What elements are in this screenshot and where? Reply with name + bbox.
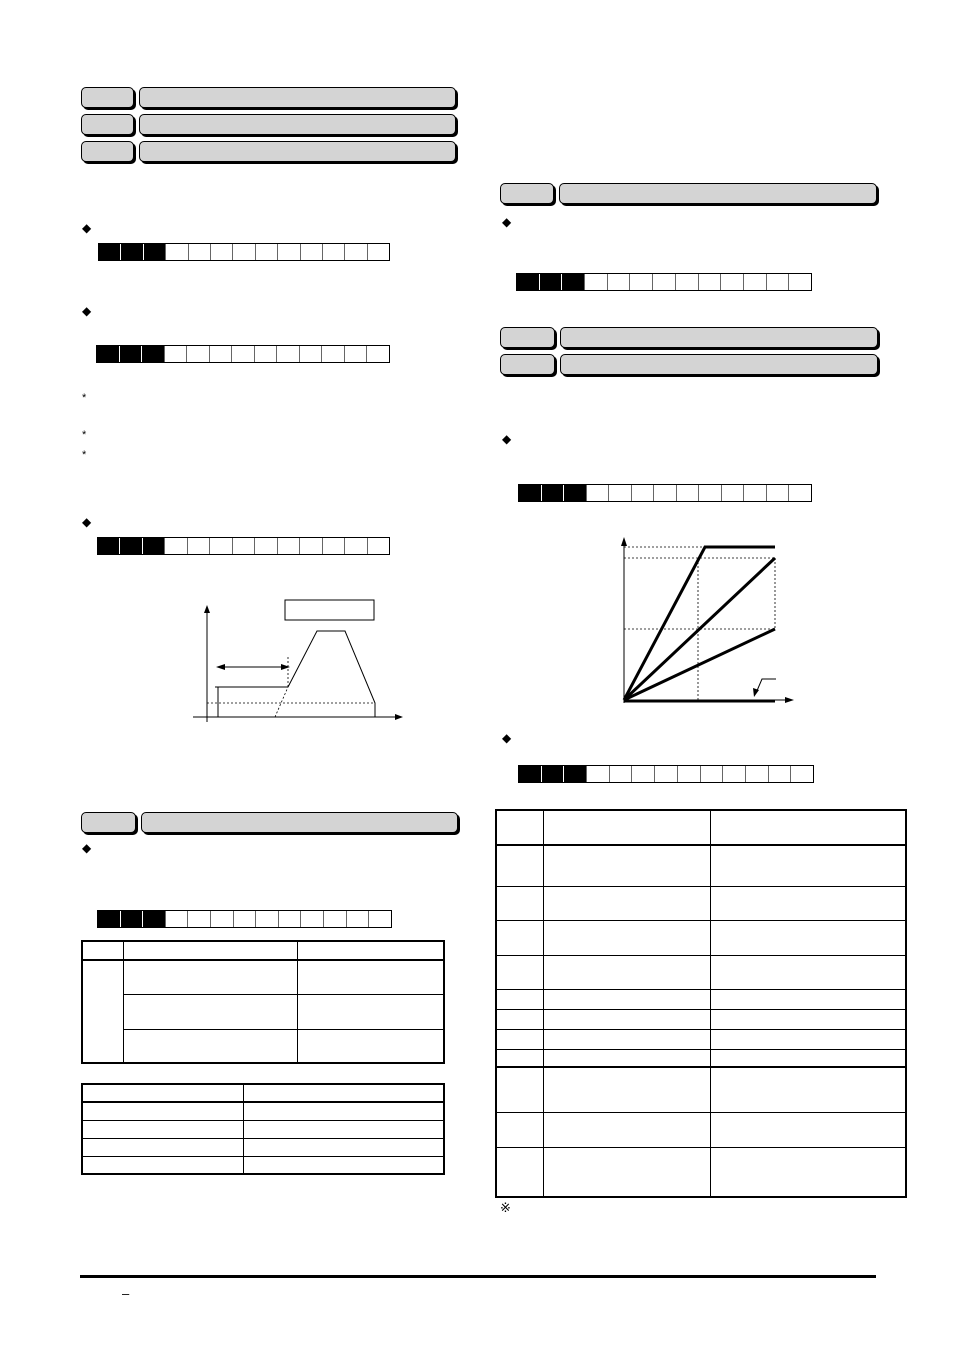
timing-diagram <box>185 595 410 730</box>
param-title-box-5 <box>559 183 877 204</box>
setting-display-strip <box>518 765 814 783</box>
diamond-icon: ◆ <box>82 841 92 855</box>
param-code-box-7 <box>500 354 555 375</box>
param-code-box-5 <box>500 183 554 204</box>
settings-table <box>81 940 445 1064</box>
param-code-box-1 <box>81 87 134 108</box>
diamond-icon: ◆ <box>82 221 92 235</box>
setting-display-strip <box>96 345 390 363</box>
param-code-box-6 <box>500 327 555 348</box>
setting-display-strip <box>97 910 392 928</box>
setting-display-strip <box>518 484 812 502</box>
footer-dash: – <box>122 1286 130 1301</box>
param-code-box-2 <box>81 114 134 135</box>
diamond-icon: ◆ <box>82 515 92 529</box>
footnote-asterisk: * <box>82 429 87 441</box>
mapping-table <box>81 1083 445 1175</box>
diagram-label-box <box>285 600 374 620</box>
diamond-icon: ◆ <box>82 304 92 318</box>
param-title-box-6 <box>560 327 878 348</box>
gain-graph <box>610 533 800 713</box>
function-table <box>495 809 907 1198</box>
setting-display-strip <box>98 243 390 261</box>
diamond-icon: ◆ <box>502 432 512 446</box>
diamond-icon: ◆ <box>502 215 512 229</box>
param-code-box-4 <box>81 812 136 833</box>
diamond-icon: ◆ <box>502 731 512 745</box>
footnote-asterisk: * <box>82 392 87 404</box>
footer-rule <box>80 1275 876 1278</box>
param-code-box-3 <box>81 141 134 162</box>
param-title-box-7 <box>560 354 878 375</box>
param-title-box-2 <box>139 114 456 135</box>
param-title-box-3 <box>139 141 456 162</box>
param-title-box-1 <box>139 87 456 108</box>
setting-display-strip <box>97 537 390 555</box>
setting-display-strip <box>516 273 812 291</box>
footnote-asterisk: * <box>82 449 87 461</box>
param-title-box-4 <box>141 812 458 833</box>
reference-mark-icon: ※ <box>500 1200 511 1215</box>
